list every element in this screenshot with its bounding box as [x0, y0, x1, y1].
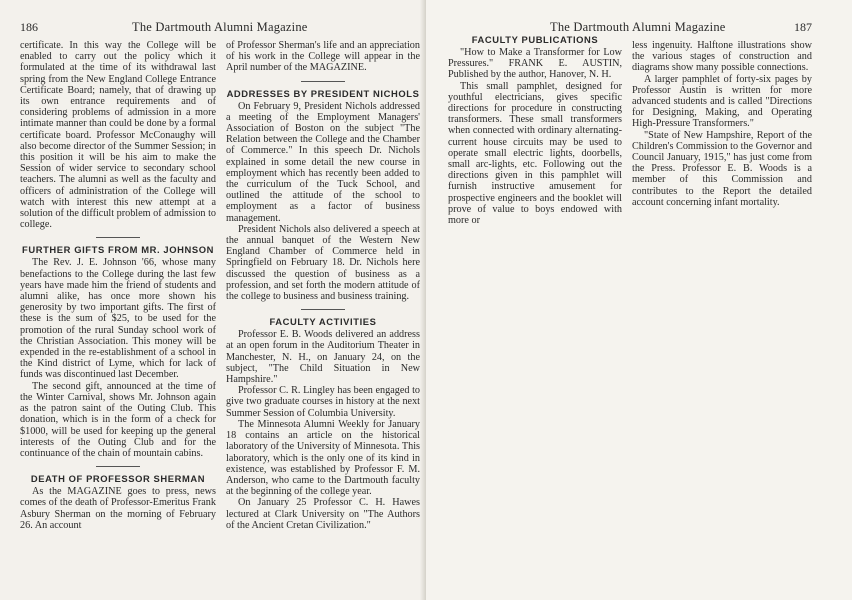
paragraph: certificate. In this way the College will be enabled to carry out the policy which it formulated at the time of its withdrawal last spring from the New England College Entrance Certificate Board; namely, that of drawing up its own entrance requirements and of considering problems of admission in a more intimate manner than could be done by a formal certificate board. Professor McConaughy will also become director of the Summer Session; in this position it will be his aim to make the Session of wider service to secondary school teachers. The alumni as well as the faculty and officers of administration of the College will watch with interest this new attempt at a solution of the difficult problem of admission to college.	[20, 40, 216, 231]
right-page	[426, 0, 852, 600]
divider	[301, 309, 345, 310]
section-heading: DEATH OF PROFESSOR SHERMAN	[30, 473, 206, 485]
page-number: 187	[794, 20, 812, 34]
left-column-2	[226, 40, 420, 531]
section-heading: ADDRESSES BY PRESIDENT NICHOLS	[226, 87, 420, 99]
paragraph: of Professor Sherman's life and an appreciation of his work in the College will appear in the April number of the MAGAZINE.	[226, 40, 420, 74]
running-head: The Dartmouth Alumni Magazine	[132, 20, 308, 34]
paragraph: The second gift, announced at the time of the Winter Carnival, shows Mr. Johnson again as the patron saint of the Outing Club. This donation, which is in the form of a check for $1000, will be used for keeping up the general interests of the Outing Club and for the continuance of the chain of mountain cabins.	[20, 380, 216, 459]
paragraph: "State of New Hampshire, Report of the Children's Commission to the Governor and Council January, 1915," has just come from the Press. Professor E. B. Woods is a member of this Commission and contributes to the Report the detailed account concerning infant mortality.	[632, 129, 812, 208]
section-heading: FACULTY ACTIVITIES	[269, 316, 377, 328]
divider	[96, 466, 140, 467]
paragraph: This small pamphlet, designed for youthful electricians, gives specific directions for procedure in constructing transformers. These small transformers when connected with ordinary alternating-current house circuits may be used to operate small electric lights, doorbells, small arc-lights, etc. Following out the directions given in this pamphlet will furnish instructive amusement for prospective engineers and the booklet will prove of value to boys endowed with more or	[448, 80, 622, 227]
paragraph: On January 25 Professor C. H. Hawes lectured at Clark University on "The Authors of the Ancient Cretan Civilization."	[226, 497, 420, 531]
paragraph: President Nichols also delivered a speech at the annual banquet of the Western New England Chamber of Commerce held in Springfield on February 18. Dr. Nichols here discussed the question of business as a profession, and set forth the modern attitude of the college to business and business training.	[226, 223, 420, 303]
right-column-2	[632, 40, 812, 208]
paragraph: As the MAGAZINE goes to press, news comes of the death of Professor-Emeritus Frank Asbury Sherman on the morning of February 26. An account	[20, 486, 216, 531]
running-head: The Dartmouth Alumni Magazine	[550, 20, 726, 34]
left-column-1	[20, 40, 216, 531]
paragraph: The Rev. J. E. Johnson '66, whose many benefactions to the College during the last few years have made him the friend of students and alumni alike, has once more shown his generosity by two important gifts. The first of these is the sum of $25, to be used for the promotion of the rural Sunday school work of the Christian Association. This money will be expended in the re-establishment of a school in the Kind district of Lyme, which for lack of funds was discontinued last December.	[20, 257, 216, 381]
paragraph: On February 9, President Nichols addressed a meeting of the Employment Managers' Association of Boston on the subject "The Relation between the College and the Chamber of Commerce." In this speech Dr. Nichols explained in some detail the new course in employment which has recently been added to the curriculum of the Tuck School, and outlined the attitude of the school to employment as a factor of business management.	[226, 100, 420, 224]
divider	[96, 237, 140, 238]
paragraph: The Minnesota Alumni Weekly for January 18 contains an article on the historical laboratory of the University of Minnesota. This laboratory, which is the only one of its kind in existence, was established by Professor F. M. Anderson, who came to the Dartmouth faculty at the beginning of the college year.	[226, 418, 420, 498]
paragraph: Professor E. B. Woods delivered an address at an open forum in the Auditorium Theater in Manchester, N. H., on January 24, on the subject, "The Child Situation in New Hampshire."	[226, 329, 420, 386]
citation: "How to Make a Transformer for Low Pressures." FRANK E. AUSTIN, Published by the author, Hanover, N. H.	[448, 47, 622, 81]
page-number: 186	[20, 20, 38, 34]
paragraph: A larger pamphlet of forty-six pages by Professor Austin is written for more advanced students and is called "Directions for Designing, Making, and Operating High-Pressure Transformers."	[632, 73, 812, 130]
divider	[301, 81, 345, 82]
section-heading: FURTHER GIFTS FROM MR. JOHNSON	[22, 244, 214, 256]
section-heading: FACULTY PUBLICATIONS	[471, 34, 599, 45]
paragraph: less ingenuity. Halftone illustrations show the various stages of construction and diagrams show many possible connections.	[632, 40, 812, 74]
right-column-1	[448, 34, 622, 226]
paragraph: Professor C. R. Lingley has been engaged to give two graduate courses in history at the next Summer Session of Columbia University.	[226, 385, 420, 419]
